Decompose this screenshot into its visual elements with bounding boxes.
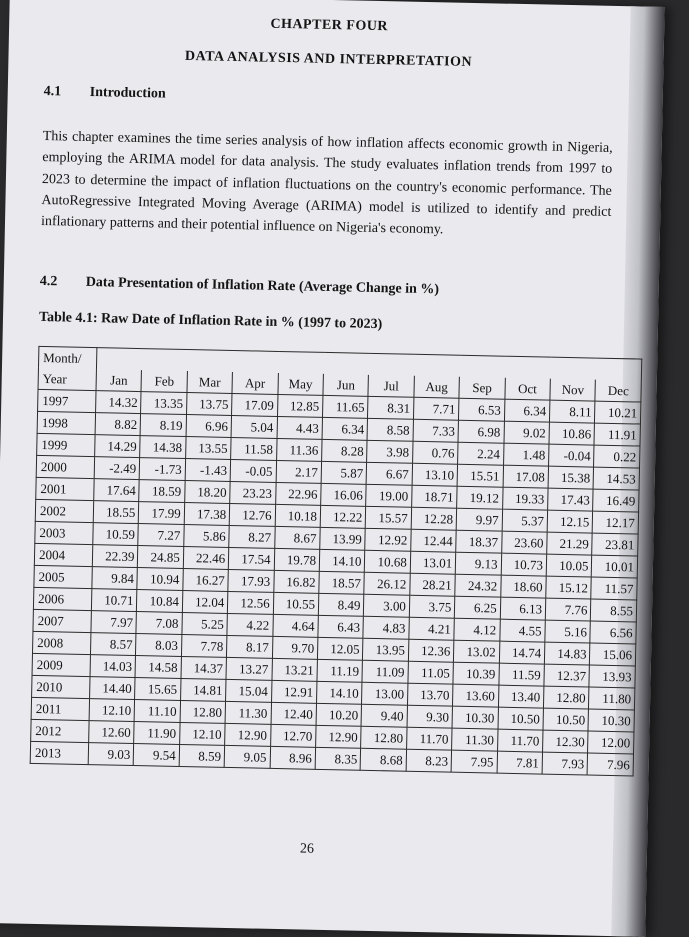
- value-cell: 9.97: [456, 508, 502, 531]
- value-cell: 16.49: [593, 489, 639, 512]
- value-cell: 12.91: [271, 680, 317, 703]
- value-cell: 8.19: [140, 414, 186, 437]
- value-cell: 10.94: [137, 568, 183, 591]
- value-cell: 12.90: [225, 723, 271, 746]
- value-cell: 17.43: [548, 488, 594, 511]
- value-cell: 6.56: [590, 621, 636, 644]
- table-caption: Table 4.1: Raw Date of Inflation Rate in % (1997 to 2023): [38, 309, 383, 333]
- value-cell: 14.53: [594, 467, 640, 490]
- month-header-apr: Apr: [232, 372, 278, 394]
- value-cell: 11.10: [134, 700, 180, 723]
- value-cell: 10.59: [93, 523, 139, 546]
- value-cell: 12.76: [229, 503, 275, 526]
- value-cell: 13.60: [453, 684, 499, 707]
- value-cell: 7.33: [413, 419, 459, 442]
- value-cell: 17.93: [228, 569, 274, 592]
- value-cell: 17.54: [229, 547, 275, 570]
- value-cell: 13.35: [141, 392, 187, 415]
- value-cell: 8.11: [550, 400, 596, 423]
- value-cell: 12.15: [547, 510, 593, 533]
- value-cell: 18.55: [93, 501, 139, 524]
- value-cell: 4.55: [500, 619, 546, 642]
- value-cell: 12.92: [365, 528, 411, 551]
- value-cell: 5.25: [182, 612, 228, 635]
- value-cell: 6.67: [367, 462, 413, 485]
- value-cell: 14.74: [499, 641, 545, 664]
- value-cell: 10.05: [546, 554, 592, 577]
- value-cell: -1.43: [185, 459, 231, 482]
- value-cell: 6.13: [500, 597, 546, 620]
- value-cell: 11.36: [276, 438, 322, 461]
- value-cell: 12.40: [271, 702, 317, 725]
- value-cell: 5.87: [321, 461, 367, 484]
- value-cell: 28.21: [410, 573, 456, 596]
- value-cell: 15.04: [226, 679, 272, 702]
- value-cell: 10.50: [498, 707, 544, 730]
- value-cell: 21.29: [547, 532, 593, 555]
- value-cell: 11.30: [452, 728, 498, 751]
- value-cell: 14.58: [135, 656, 181, 679]
- year-cell: 2011: [31, 697, 89, 720]
- value-cell: -0.04: [549, 444, 595, 467]
- month-header-may: May: [278, 373, 324, 395]
- value-cell: 3.98: [367, 440, 413, 463]
- value-cell: 19.12: [457, 486, 503, 509]
- value-cell: 12.85: [277, 394, 323, 417]
- month-header-oct: Oct: [505, 378, 551, 400]
- year-cell: 2008: [32, 631, 90, 654]
- value-cell: 15.51: [457, 464, 503, 487]
- value-cell: 5.86: [184, 525, 230, 548]
- value-cell: 10.30: [588, 709, 634, 732]
- value-cell: 19.00: [366, 484, 412, 507]
- value-cell: 18.57: [319, 571, 365, 594]
- year-cell: 2004: [34, 543, 92, 566]
- value-cell: 9.30: [407, 705, 453, 728]
- value-cell: 9.84: [92, 567, 138, 590]
- year-cell: 2006: [33, 587, 91, 610]
- value-cell: 12.04: [182, 590, 228, 613]
- value-cell: 8.49: [318, 593, 364, 616]
- value-cell: 8.59: [179, 744, 225, 767]
- value-cell: 11.90: [134, 722, 180, 745]
- value-cell: 23.23: [230, 481, 276, 504]
- value-cell: 16.06: [321, 483, 367, 506]
- value-cell: 2.17: [276, 460, 322, 483]
- value-cell: 8.55: [591, 599, 637, 622]
- year-cell: 2010: [32, 675, 90, 698]
- value-cell: 12.80: [180, 700, 226, 723]
- value-cell: 18.59: [139, 480, 185, 503]
- value-cell: 4.12: [454, 618, 500, 641]
- year-cell: 2007: [33, 609, 91, 632]
- value-cell: 10.18: [275, 504, 321, 527]
- section-title: Introduction: [89, 84, 166, 102]
- value-cell: 17.99: [139, 502, 185, 525]
- value-cell: 19.33: [502, 487, 548, 510]
- value-cell: 0.22: [594, 445, 640, 468]
- year-cell: 1997: [38, 389, 96, 412]
- value-cell: 10.73: [501, 553, 547, 576]
- value-cell: 16.82: [273, 570, 319, 593]
- value-cell: 26.12: [364, 572, 410, 595]
- value-cell: 13.40: [498, 685, 544, 708]
- section-heading-intro: [44, 84, 166, 103]
- month-header-jun: Jun: [323, 374, 369, 396]
- year-cell: 2001: [36, 477, 94, 500]
- year-cell: 2005: [34, 565, 92, 588]
- value-cell: 12.36: [408, 639, 454, 662]
- value-cell: 7.76: [545, 598, 591, 621]
- value-cell: 7.93: [542, 752, 588, 775]
- value-cell: 22.96: [275, 482, 321, 505]
- value-cell: 6.34: [322, 417, 368, 440]
- value-cell: 14.10: [319, 549, 365, 572]
- value-cell: 12.80: [361, 726, 407, 749]
- value-cell: 13.27: [226, 657, 272, 680]
- value-cell: 14.83: [544, 642, 590, 665]
- value-cell: 11.80: [589, 687, 635, 710]
- value-cell: 11.57: [591, 577, 637, 600]
- value-cell: 9.54: [134, 744, 180, 767]
- section-title: Data Presentation of Inflation Rate (Average Change in %): [85, 274, 440, 298]
- value-cell: 3.00: [364, 594, 410, 617]
- value-cell: 14.38: [140, 436, 186, 459]
- value-cell: 13.00: [362, 682, 408, 705]
- value-cell: 14.40: [90, 677, 136, 700]
- value-cell: 7.27: [138, 524, 184, 547]
- value-cell: 10.30: [452, 706, 498, 729]
- value-cell: 15.12: [546, 576, 592, 599]
- value-cell: 12.17: [593, 511, 639, 534]
- value-cell: 11.58: [231, 437, 277, 460]
- month-header-jan: Jan: [96, 369, 142, 391]
- value-cell: 11.65: [323, 395, 369, 418]
- value-cell: 10.86: [549, 422, 595, 445]
- value-cell: 11.91: [594, 423, 640, 446]
- value-cell: 2.24: [458, 442, 504, 465]
- value-cell: 22.39: [92, 545, 138, 568]
- value-cell: 8.35: [315, 747, 361, 770]
- value-cell: 13.75: [186, 393, 232, 416]
- year-cell: 1998: [37, 411, 95, 434]
- value-cell: 6.34: [504, 399, 550, 422]
- value-cell: 11.09: [362, 660, 408, 683]
- value-cell: 8.68: [361, 748, 407, 771]
- value-cell: 12.22: [320, 505, 366, 528]
- value-cell: 12.37: [544, 664, 590, 687]
- value-cell: 9.03: [88, 743, 134, 766]
- value-cell: 17.64: [94, 479, 140, 502]
- month-header-nov: Nov: [550, 379, 596, 401]
- value-cell: 7.95: [451, 750, 497, 773]
- section-heading-data: [40, 274, 440, 298]
- value-cell: 13.93: [589, 665, 635, 688]
- value-cell: 9.40: [361, 704, 407, 727]
- value-cell: -1.73: [140, 458, 186, 481]
- value-cell: 12.90: [316, 725, 362, 748]
- value-cell: 12.30: [543, 730, 589, 753]
- month-header-dec: Dec: [595, 380, 641, 402]
- corner-cell-top: Month/: [38, 346, 96, 369]
- value-cell: 6.53: [459, 398, 505, 421]
- value-cell: 8.27: [229, 525, 275, 548]
- value-cell: 6.96: [186, 415, 232, 438]
- value-cell: 14.81: [180, 678, 226, 701]
- value-cell: 10.01: [592, 555, 638, 578]
- value-cell: 7.78: [181, 634, 227, 657]
- value-cell: 11.19: [317, 659, 363, 682]
- value-cell: 13.01: [410, 551, 456, 574]
- value-cell: 15.57: [366, 506, 412, 529]
- intro-paragraph: This chapter examines the time series analysis of how inflation affects economic growth in Nigeria, employing the ARIMA model for data analysis. The study evaluates inflation trends from 1997 to 2023 to determine the impact of inflation fluctuations on the country's economic performance. The AutoRegressive Integrated Moving Average (ARIMA) model is utilized to identify and predict inflationary patterns and their potential influence on Nigeria's economy.: [40, 128, 613, 238]
- value-cell: 13.70: [407, 683, 453, 706]
- value-cell: 14.37: [181, 656, 227, 679]
- value-cell: 17.08: [503, 465, 549, 488]
- value-cell: 6.98: [458, 420, 504, 443]
- value-cell: 4.83: [363, 616, 409, 639]
- value-cell: 17.09: [232, 393, 278, 416]
- value-cell: 12.10: [89, 699, 135, 722]
- chapter-label: CHAPTER FOUR: [270, 16, 389, 35]
- value-cell: 12.10: [179, 722, 225, 745]
- value-cell: 15.06: [590, 643, 636, 666]
- value-cell: 13.95: [363, 638, 409, 661]
- value-cell: 10.55: [273, 592, 319, 615]
- year-cell: 2002: [35, 499, 93, 522]
- value-cell: 24.32: [455, 574, 501, 597]
- value-cell: 8.31: [368, 396, 414, 419]
- value-cell: 13.21: [272, 658, 318, 681]
- value-cell: 8.57: [90, 633, 136, 656]
- value-cell: 7.81: [497, 751, 543, 774]
- value-cell: 13.99: [320, 527, 366, 550]
- value-cell: 12.05: [317, 637, 363, 660]
- value-cell: 15.65: [135, 678, 181, 701]
- year-cell: 2012: [31, 719, 89, 742]
- value-cell: 4.21: [409, 617, 455, 640]
- value-cell: 7.08: [136, 612, 182, 635]
- section-number: 4.1: [43, 83, 62, 100]
- value-cell: 17.38: [184, 503, 230, 526]
- month-header-sep: Sep: [459, 377, 505, 399]
- value-cell: 8.96: [270, 746, 316, 769]
- value-cell: 13.02: [454, 640, 500, 663]
- value-cell: 14.32: [96, 391, 142, 414]
- year-cell: 2000: [36, 455, 94, 478]
- value-cell: 11.59: [499, 663, 545, 686]
- value-cell: 5.37: [502, 509, 548, 532]
- value-cell: 15.38: [548, 466, 594, 489]
- chapter-title: DATA ANALYSIS AND INTERPRETATION: [184, 48, 473, 70]
- month-header-mar: Mar: [187, 371, 233, 393]
- value-cell: 5.04: [231, 415, 277, 438]
- value-cell: 18.37: [456, 530, 502, 553]
- value-cell: 14.29: [95, 435, 141, 458]
- value-cell: 10.21: [595, 401, 641, 424]
- value-cell: 4.64: [273, 614, 319, 637]
- year-cell: 2009: [32, 653, 90, 676]
- value-cell: 10.20: [316, 703, 362, 726]
- month-header-feb: Feb: [141, 370, 187, 392]
- value-cell: 14.03: [90, 655, 136, 678]
- value-cell: 13.55: [185, 437, 231, 460]
- value-cell: 8.58: [367, 418, 413, 441]
- value-cell: 7.97: [91, 611, 137, 634]
- value-cell: 8.82: [95, 413, 141, 436]
- value-cell: 10.68: [365, 550, 411, 573]
- year-cell: 2013: [30, 741, 88, 764]
- value-cell: 7.96: [588, 753, 634, 776]
- value-cell: 12.56: [228, 591, 274, 614]
- table-body: [30, 389, 641, 776]
- value-cell: 12.70: [270, 724, 316, 747]
- value-cell: 6.43: [318, 615, 364, 638]
- value-cell: 16.27: [183, 568, 229, 591]
- value-cell: -0.05: [230, 459, 276, 482]
- value-cell: 18.71: [411, 485, 457, 508]
- value-cell: -2.49: [94, 457, 140, 480]
- value-cell: 4.43: [277, 416, 323, 439]
- value-cell: 8.23: [406, 749, 452, 772]
- value-cell: 12.80: [544, 686, 590, 709]
- year-cell: 1999: [37, 433, 95, 456]
- value-cell: 8.17: [227, 635, 273, 658]
- value-cell: 9.70: [272, 636, 318, 659]
- section-number: 4.2: [39, 273, 58, 290]
- value-cell: 10.50: [543, 708, 589, 731]
- value-cell: 5.16: [545, 620, 591, 643]
- value-cell: 11.30: [225, 701, 271, 724]
- value-cell: 11.70: [406, 727, 452, 750]
- value-cell: 8.67: [274, 526, 320, 549]
- month-header-aug: Aug: [414, 376, 460, 398]
- page-number: 26: [299, 841, 315, 857]
- value-cell: 10.84: [137, 590, 183, 613]
- value-cell: 8.03: [136, 634, 182, 657]
- value-cell: 1.48: [503, 443, 549, 466]
- value-cell: 3.75: [409, 595, 455, 618]
- value-cell: 19.78: [274, 548, 320, 571]
- year-cell: 2003: [35, 521, 93, 544]
- corner-cell-bottom: Year: [38, 368, 96, 391]
- value-cell: 23.60: [501, 531, 547, 554]
- value-cell: 10.71: [91, 589, 137, 612]
- value-cell: 7.71: [413, 397, 459, 420]
- value-cell: 0.76: [412, 441, 458, 464]
- month-header-jul: Jul: [368, 375, 414, 397]
- value-cell: 24.85: [138, 546, 184, 569]
- value-cell: 13.10: [412, 463, 458, 486]
- value-cell: 8.28: [322, 439, 368, 462]
- value-cell: 9.02: [504, 421, 550, 444]
- value-cell: 9.05: [224, 745, 270, 768]
- value-cell: 18.20: [184, 481, 230, 504]
- value-cell: 9.13: [455, 552, 501, 575]
- inflation-table: [30, 346, 643, 777]
- value-cell: 6.25: [455, 596, 501, 619]
- value-cell: 18.60: [500, 575, 546, 598]
- value-cell: 11.70: [497, 729, 543, 752]
- value-cell: 12.44: [411, 529, 457, 552]
- value-cell: 22.46: [183, 547, 229, 570]
- value-cell: 10.39: [453, 662, 499, 685]
- value-cell: 14.10: [317, 681, 363, 704]
- value-cell: 12.00: [588, 731, 634, 754]
- value-cell: 23.81: [592, 533, 638, 556]
- value-cell: 11.05: [408, 661, 454, 684]
- value-cell: 12.28: [411, 507, 457, 530]
- value-cell: 12.60: [89, 721, 135, 744]
- value-cell: 4.22: [227, 613, 273, 636]
